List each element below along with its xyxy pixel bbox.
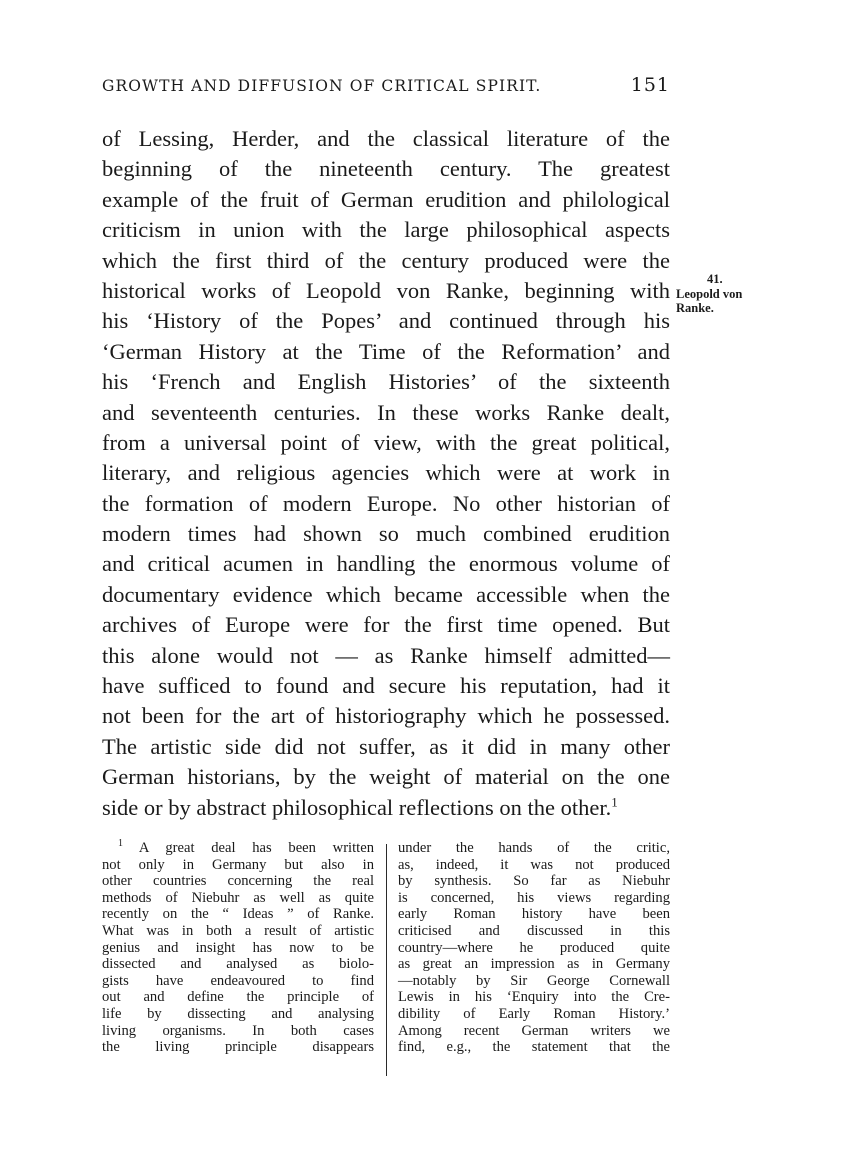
page-number: 151	[630, 74, 670, 96]
column-divider	[386, 844, 387, 1076]
footnote-line: find, e.g., the statement that the	[398, 1039, 670, 1056]
body-line: his ‘French and English Histories’ of the sixteenth	[102, 369, 670, 395]
body-line: from a universal point of view, with the great political,	[102, 429, 670, 455]
footnote-line: other countries concerning the real	[102, 873, 374, 890]
footnote-column-right	[398, 840, 670, 1056]
footnote-line: under the hands of the critic,	[398, 840, 670, 856]
marginal-note-line: Ranke.	[676, 301, 714, 315]
body-line: which the first third of the century produced were the	[102, 247, 670, 273]
body-paragraph	[102, 124, 670, 823]
footnote-line: What was in both a result of artistic	[102, 922, 374, 939]
footnote-line: life by dissecting and analysing	[102, 1005, 374, 1022]
marginal-note-line: Leopold von	[676, 286, 743, 301]
footnote-line: —notably by Sir George Cornewall	[398, 972, 670, 989]
footnote-line: out and define the principle of	[102, 989, 374, 1006]
body-line: documentary evidence which became accessible when the	[102, 581, 670, 607]
footnote-line: criticised and discussed in this	[398, 922, 670, 939]
running-title: GROWTH AND DIFFUSION OF CRITICAL SPIRIT.	[102, 77, 542, 95]
body-line: beginning of the nineteenth century. The greatest	[102, 156, 670, 182]
footnote-line: country—where he produced quite	[398, 939, 670, 956]
footnotes	[102, 840, 670, 1080]
footnote-line: early Roman history have been	[398, 906, 670, 923]
footnote-line: Lewis in his ‘Enquiry into the Cre-	[398, 989, 670, 1006]
footnote-marker: 1	[118, 838, 123, 850]
footnote-line: Among recent German writers we	[398, 1022, 670, 1039]
body-line: example of the fruit of German erudition and philological	[102, 186, 670, 212]
body-line: literary, and religious agencies which were at work in	[102, 460, 670, 486]
body-line: not been for the art of historiography which he possessed.	[102, 703, 670, 729]
marginal-note	[676, 272, 770, 316]
body-line-last	[102, 793, 670, 823]
marginal-note-number: 41.	[707, 272, 723, 286]
footnote-line: as great an impression as in Germany	[398, 956, 670, 973]
body-line: German historians, by the weight of material on the one	[102, 764, 670, 790]
page-header	[102, 74, 670, 102]
body-line: and seventeenth centuries. In these works Ranke dealt,	[102, 399, 670, 425]
body-line: his ‘History of the Popes’ and continued through his	[102, 308, 670, 334]
body-line: this alone would not — as Ranke himself admitted—	[102, 642, 670, 668]
body-line: of Lessing, Herder, and the classical literature of the	[102, 126, 670, 151]
footnote-reference: 1	[611, 794, 618, 810]
body-line: have sufficed to found and secure his reputation, had it	[102, 673, 670, 699]
body-line: The artistic side did not suffer, as it did in many other	[102, 733, 670, 759]
footnote-line: by synthesis. So far as Niebuhr	[398, 873, 670, 890]
footnote-line-first	[102, 840, 374, 857]
footnote-line: as, indeed, it was not produced	[398, 856, 670, 873]
footnote-line: dissected and analysed as biolo-	[102, 956, 374, 973]
footnote-line: dibility of Early Roman History.’	[398, 1005, 670, 1022]
body-line: and critical acumen in handling the enormous volume of	[102, 551, 670, 577]
footnote-line: methods of Niebuhr as well as quite	[102, 889, 374, 906]
footnote-line-text: A great deal has been written	[138, 840, 374, 856]
body-line: modern times had shown so much combined erudition	[102, 521, 670, 547]
footnote-line: gists have endeavoured to find	[102, 972, 374, 989]
body-line: archives of Europe were for the first time opened. But	[102, 612, 670, 638]
footnote-line: the living principle disappears	[102, 1039, 374, 1056]
body-line: criticism in union with the large philosophical aspects	[102, 217, 670, 243]
footnote-line: living organisms. In both cases	[102, 1022, 374, 1039]
body-line: ‘German History at the Time of the Reformation’ and	[102, 338, 670, 364]
footnote-line: not only in Germany but also in	[102, 856, 374, 873]
footnote-line: is concerned, his views regarding	[398, 889, 670, 906]
footnote-line: genius and insight has now to be	[102, 939, 374, 956]
footnote-column-left	[102, 840, 374, 1056]
body-line: the formation of modern Europe. No other historian of	[102, 490, 670, 516]
footnote-line: recently on the “ Ideas ” of Ranke.	[102, 906, 374, 923]
body-line-text: side or by abstract philosophical reflections on the other.	[102, 794, 612, 820]
body-line: historical works of Leopold von Ranke, beginning with	[102, 277, 670, 303]
